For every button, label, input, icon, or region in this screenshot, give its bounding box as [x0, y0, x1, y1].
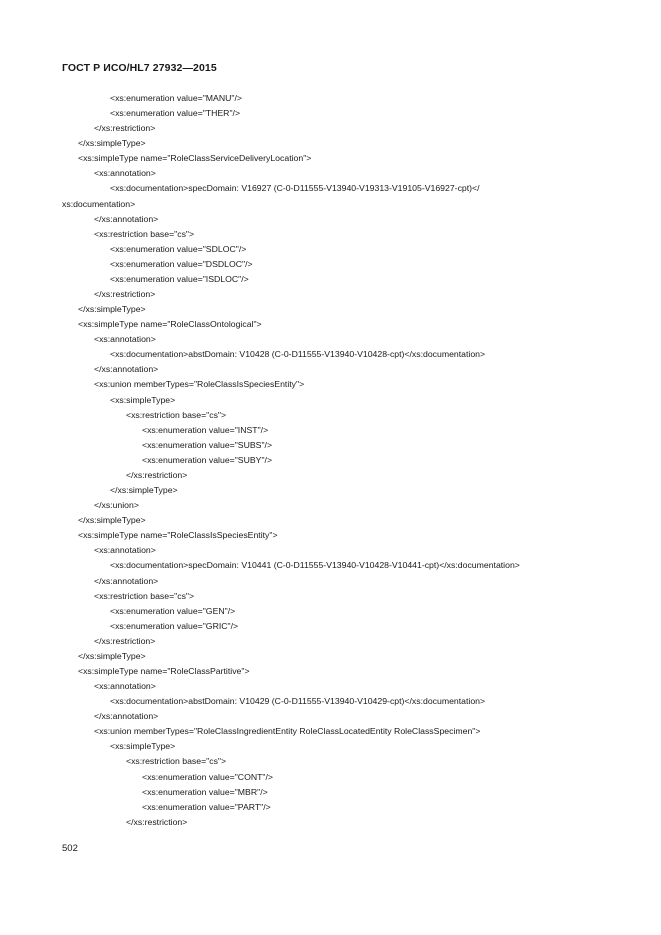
code-line: <xs:simpleType name="RoleClassIsSpeciesEntity"> — [78, 530, 278, 541]
code-line: <xs:enumeration value="INST"/> — [142, 424, 269, 435]
code-line: <xs:enumeration value="SUBS"/> — [142, 439, 273, 450]
code-line: </xs:annotation> — [94, 364, 159, 375]
code-line: <xs:annotation> — [94, 168, 156, 179]
code-line: <xs:restriction base="cs"> — [94, 228, 195, 239]
code-line: xs:documentation> — [62, 198, 136, 209]
code-line: </xs:restriction> — [94, 289, 156, 300]
code-line: </xs:simpleType> — [78, 650, 146, 661]
code-line: <xs:union memberTypes="RoleClassIngredientEntity RoleClassLocatedEntity RoleClassSpecimen"> — [94, 726, 481, 737]
document-header: ГОСТ Р ИСО/HL7 27932—2015 — [62, 62, 217, 74]
code-line: <xs:restriction base="cs"> — [94, 590, 195, 601]
code-line: <xs:enumeration value="GRIC"/> — [110, 620, 239, 631]
code-line: </xs:annotation> — [94, 711, 159, 722]
code-line: <xs:enumeration value="ISDLOC"/> — [110, 273, 249, 284]
code-line: <xs:restriction base="cs"> — [126, 409, 227, 420]
code-line: <xs:enumeration value="GEN"/> — [110, 605, 236, 616]
code-line: <xs:restriction base="cs"> — [126, 756, 227, 767]
code-line: </xs:annotation> — [94, 213, 159, 224]
code-line: <xs:enumeration value="CONT"/> — [142, 771, 273, 782]
code-line: <xs:enumeration value="THER"/> — [110, 108, 241, 119]
code-line: <xs:enumeration value="SDLOC"/> — [110, 243, 247, 254]
code-line: </xs:restriction> — [94, 123, 156, 134]
code-line: <xs:simpleType> — [110, 394, 176, 405]
code-line: <xs:enumeration value="DSDLOC"/> — [110, 258, 253, 269]
code-line: </xs:simpleType> — [78, 515, 146, 526]
code-line: <xs:enumeration value="MBR"/> — [142, 786, 268, 797]
code-line: </xs:simpleType> — [78, 304, 146, 315]
code-line: <xs:enumeration value="MANU"/> — [110, 93, 242, 103]
code-line: </xs:annotation> — [94, 575, 159, 586]
code-line: <xs:union memberTypes="RoleClassIsSpeciesEntity"> — [94, 379, 305, 390]
code-line: <xs:simpleType name="RoleClassServiceDeliveryLocation"> — [78, 153, 312, 164]
code-line: <xs:documentation>specDomain: V10441 (C-0-D11555-V13940-V10428-V10441-cpt)</xs:documentation> — [110, 560, 520, 571]
code-line: <xs:annotation> — [94, 545, 156, 556]
code-line: </xs:restriction> — [126, 469, 188, 480]
code-line: <xs:enumeration value="PART"/> — [142, 801, 271, 812]
code-line: <xs:documentation>abstDomain: V10429 (C-0-D11555-V13940-V10429-cpt)</xs:documentation> — [110, 696, 486, 707]
code-line: <xs:enumeration value="SUBY"/> — [142, 454, 273, 465]
code-line: <xs:documentation>specDomain: V16927 (C-0-D11555-V13940-V19313-V19105-V16927-cpt)</ — [110, 183, 480, 194]
code-line: <xs:annotation> — [94, 334, 156, 345]
code-line: </xs:restriction> — [126, 816, 188, 827]
code-line: <xs:annotation> — [94, 681, 156, 692]
code-line: <xs:simpleType> — [110, 741, 176, 752]
code-line: <xs:simpleType name="RoleClassPartitive"> — [78, 665, 250, 676]
code-line: </xs:simpleType> — [110, 485, 178, 496]
code-line: </xs:union> — [94, 500, 139, 511]
code-line: </xs:simpleType> — [78, 138, 146, 149]
code-line: <xs:simpleType name="RoleClassOntological"> — [78, 319, 262, 330]
page-number: 502 — [62, 843, 78, 854]
code-line: <xs:documentation>abstDomain: V10428 (C-0-D11555-V13940-V10428-cpt)</xs:documentation> — [110, 349, 486, 360]
code-line: </xs:restriction> — [94, 635, 156, 646]
xml-schema-code-block — [62, 91, 622, 830]
